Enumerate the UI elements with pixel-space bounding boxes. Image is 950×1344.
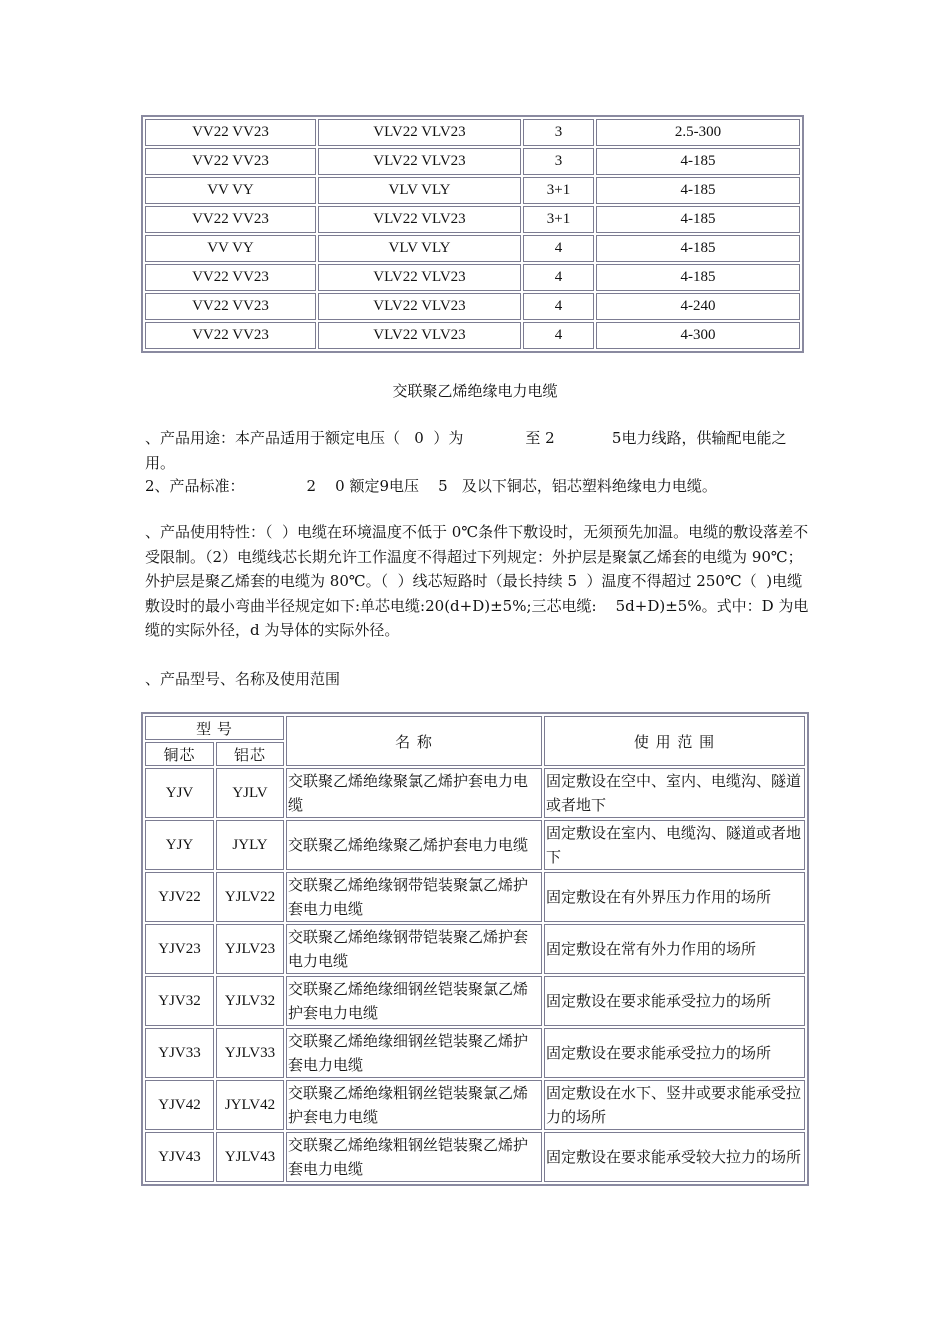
name-header: 名 称 [286,716,542,766]
cross-section-range: 4-240 [596,293,800,320]
table-row [145,235,800,262]
aluminum-model: JYLV42 [216,1080,284,1130]
core-count: 4 [523,293,594,320]
aluminum-model: VLV22 VLV23 [318,148,521,175]
product-name: 交联聚乙烯绝缘聚乙烯护套电力电缆 [286,820,542,870]
core-count: 3+1 [523,206,594,233]
copper-model: VV22 VV23 [145,264,316,291]
table-row [145,768,805,818]
usage-scope: 固定敷设在室内、电缆沟、隧道或者地下 [544,820,805,870]
scope-header: 使 用 范 围 [544,716,805,766]
product-characteristics-paragraph: 、产品使用特性：（ ）电缆在环境温度不低于 0℃条件下敷设时，无须预先加温。电缆的敷设落差不受限制。（2）电缆线芯长期允许工作温度不得超过下列规定：外护层是聚氯乙烯套的电缆为 90℃；外护层是聚乙烯套的电缆为 80℃。（ ）线芯短路时（最长持续 5 ）温度不得超过 250℃（ )电缆敷设时的最小弯曲半径规定如下:单芯电缆:20(d+D)±5%;三芯电缆: 5d+D)±5%。式中：D 为电缆的实际外径，d 为导体的实际外径。 [145,523,809,639]
aluminum-model: YJLV43 [216,1132,284,1182]
table-header-row [145,716,805,740]
product-name: 交联聚乙烯绝缘细钢丝铠装聚乙烯护套电力电缆 [286,1028,542,1078]
usage-scope: 固定敷设在要求能承受拉力的场所 [544,976,805,1026]
product-name: 交联聚乙烯绝缘钢带铠装聚氯乙烯护套电力电缆 [286,872,542,922]
table-row [145,924,805,974]
core-count: 4 [523,264,594,291]
product-name: 交联聚乙烯绝缘钢带铠装聚乙烯护套电力电缆 [286,924,542,974]
usage-scope: 固定敷设在要求能承受较大拉力的场所 [544,1132,805,1182]
cross-section-range: 4-185 [596,148,800,175]
core-count: 3 [523,148,594,175]
product-name: 交联聚乙烯绝缘粗钢丝铠装聚乙烯护套电力电缆 [286,1132,542,1182]
aluminum-model: VLV22 VLV23 [318,264,521,291]
copper-model: VV VY [145,177,316,204]
copper-model: VV22 VV23 [145,293,316,320]
copper-model: VV22 VV23 [145,148,316,175]
aluminum-model: YJLV32 [216,976,284,1026]
usage-scope: 固定敷设在常有外力作用的场所 [544,924,805,974]
copper-model: VV22 VV23 [145,119,316,146]
copper-header: 铜芯 [145,742,214,766]
cross-section-range: 4-185 [596,177,800,204]
table-row [145,293,800,320]
copper-model: YJV32 [145,976,214,1026]
aluminum-model: YJLV33 [216,1028,284,1078]
section-heading: 交联聚乙烯绝缘电力电缆 [392,382,558,400]
copper-model: YJV22 [145,872,214,922]
table-row [145,1028,805,1078]
cross-section-range: 4-185 [596,206,800,233]
core-count: 3 [523,119,594,146]
cross-section-range: 4-185 [596,264,800,291]
core-count: 4 [523,235,594,262]
copper-model: YJV [145,768,214,818]
usage-scope: 固定敷设在空中、室内、电缆沟、隧道或者地下 [544,768,805,818]
usage-scope: 固定敷设在有外界压力作用的场所 [544,872,805,922]
table-row [145,148,800,175]
product-models-intro: 、产品型号、名称及使用范围 [145,670,341,688]
table-row [145,177,800,204]
table-row [145,1132,805,1182]
copper-model: VV22 VV23 [145,206,316,233]
product-name: 交联聚乙烯绝缘粗钢丝铠装聚氯乙烯护套电力电缆 [286,1080,542,1130]
table-row [145,119,800,146]
table-row [145,820,805,870]
aluminum-model: YJLV23 [216,924,284,974]
cable-spec-table [141,115,804,353]
product-name: 交联聚乙烯绝缘聚氯乙烯护套电力电缆 [286,768,542,818]
cross-section-range: 4-185 [596,235,800,262]
model-header: 型 号 [145,716,284,740]
aluminum-model: VLV VLY [318,177,521,204]
aluminum-model: VLV22 VLV23 [318,206,521,233]
aluminum-model: VLV22 VLV23 [318,119,521,146]
copper-model: VV VY [145,235,316,262]
product-usage-paragraph: 、产品用途：本产品适用于额定电压（ 0 ）为 至 2 5电力线路，供输配电能之用。 [145,429,787,472]
aluminum-model: VLV VLY [318,235,521,262]
aluminum-model: VLV22 VLV23 [318,322,521,349]
table-row [145,264,800,291]
cross-section-range: 2.5-300 [596,119,800,146]
copper-model: YJV43 [145,1132,214,1182]
copper-model: YJY [145,820,214,870]
aluminum-model: VLV22 VLV23 [318,293,521,320]
aluminum-model: YJLV22 [216,872,284,922]
usage-scope: 固定敷设在要求能承受拉力的场所 [544,1028,805,1078]
copper-model: YJV23 [145,924,214,974]
cross-section-range: 4-300 [596,322,800,349]
copper-model: YJV33 [145,1028,214,1078]
core-count: 4 [523,322,594,349]
aluminum-model: JYLY [216,820,284,870]
table-row [145,206,800,233]
table-row [145,1080,805,1130]
product-name: 交联聚乙烯绝缘细钢丝铠装聚氯乙烯护套电力电缆 [286,976,542,1026]
core-count: 3+1 [523,177,594,204]
table-row [145,322,800,349]
product-model-table [141,712,809,1186]
copper-model: VV22 VV23 [145,322,316,349]
table-row [145,976,805,1026]
table-row [145,872,805,922]
aluminum-model: YJLV [216,768,284,818]
aluminum-header: 铝芯 [216,742,284,766]
usage-scope: 固定敷设在水下、竖井或要求能承受拉力的场所 [544,1080,805,1130]
product-standard-paragraph: 2、产品标准： 2 0 额定9电压 5 及以下铜芯，铝芯塑料绝缘电力电缆。 [145,477,717,495]
copper-model: YJV42 [145,1080,214,1130]
